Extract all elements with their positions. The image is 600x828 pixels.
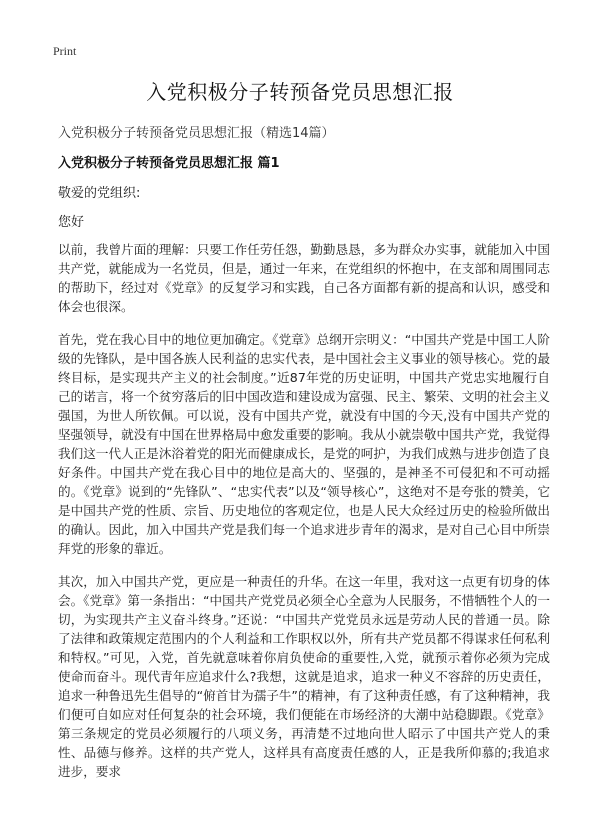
document-subtitle: 入党积极分子转预备党员思想汇报（精选14篇） — [58, 126, 335, 141]
print-link[interactable]: Print — [53, 44, 77, 58]
paragraph: 以前，我曾片面的理解：只要工作任劳任怨，勤勤恳恳，多为群众办实事，就能加入中国共产党，就能成为一名党员，但是，通过一年来，在党组织的怀抱中，在支部和周围同志的帮助下，经过对《党章》的反复学习和实践，自己各方面都有新的提高和认识，感受和体会也很深。 — [58, 242, 550, 314]
paragraph: 首先，党在我心目中的地位更加确定。《党章》总纲开宗明义：“中国共产党是中国工人阶级的先锋队，是中国各族人民利益的忠实代表，是中国社会主义事业的领导核心。党的最终目标，是实现共产主义的社会制度。”近87年党的历史证明，中国共产党忠实地履行自己的诺言，将一个贫穷落后的旧中国改造和建设成为富强、民主、繁荣、文明的社会主义强国，为世人所钦佩。可以说，没有中国共产党，就没有中国的今天,没有中国共产党的坚强领导，就没有中国在世界格局中愈发重要的影响。我从小就崇敬中国共产党，我觉得我们这一代人正是沐浴着党的阳光而健康成长，是党的呵护，为我们成熟与进步创造了良好条件。中国共产党在我心目中的地位是高大的、坚强的，是神圣不可侵犯和不可动摇的。《党章》说到的“先锋队”、“忠实代表”以及“领导核心”，这绝对不是夸张的赞美，它是中国共产党的性质、宗旨、历史地位的客观定位，也是人民大众经过历史的检验所做出的确认。因此，加入中国共产党是我们每一个追求进步青年的渴求，是对自己心目中所崇拜党的形象的靠近。 — [58, 332, 550, 556]
salutation: 敬爱的党组织: — [58, 186, 141, 201]
document-title: 入党积极分子转预备党员思想汇报 — [146, 80, 454, 104]
section-heading: 入党积极分子转预备党员思想汇报 篇1 — [58, 156, 280, 171]
paragraph: 其次，加入中国共产党，更应是一种责任的升华。在这一年里，我对这一点更有切身的体会。《党章》第一条指出：“中国共产党党员必须全心全意为人民服务，不惜牺牲个人的一切，为实现共产主义奋斗终身。”还说：“中国共产党党员永远是劳动人民的普通一员。除了法律和政策规定范围内的个人利益和工作职权以外，所有共产党员都不得谋求任何私利和特权。”可见，入党，首先就意味着你肩负使命的重要性,入党，就预示着你必须为完成使命而奋斗。现代青年应追求什么?我想，这就是追求，追求一种义不容辞的历史责任，追求一种鲁迅先生倡导的“俯首甘为孺子牛”的精神，有了这种责任感，有了这种精神，我们便可自如应对任何复杂的社会环境，我们便能在市场经济的大潮中站稳脚跟。《党章》第三条规定的党员必须履行的八项义务，再清楚不过地向世人昭示了中国共产党人的秉性、品德与修养。这样的共产党人，这样具有高度责任感的人，正是我所仰慕的;我追求进步，要求 — [58, 574, 550, 779]
greeting: 您好 — [58, 215, 85, 230]
